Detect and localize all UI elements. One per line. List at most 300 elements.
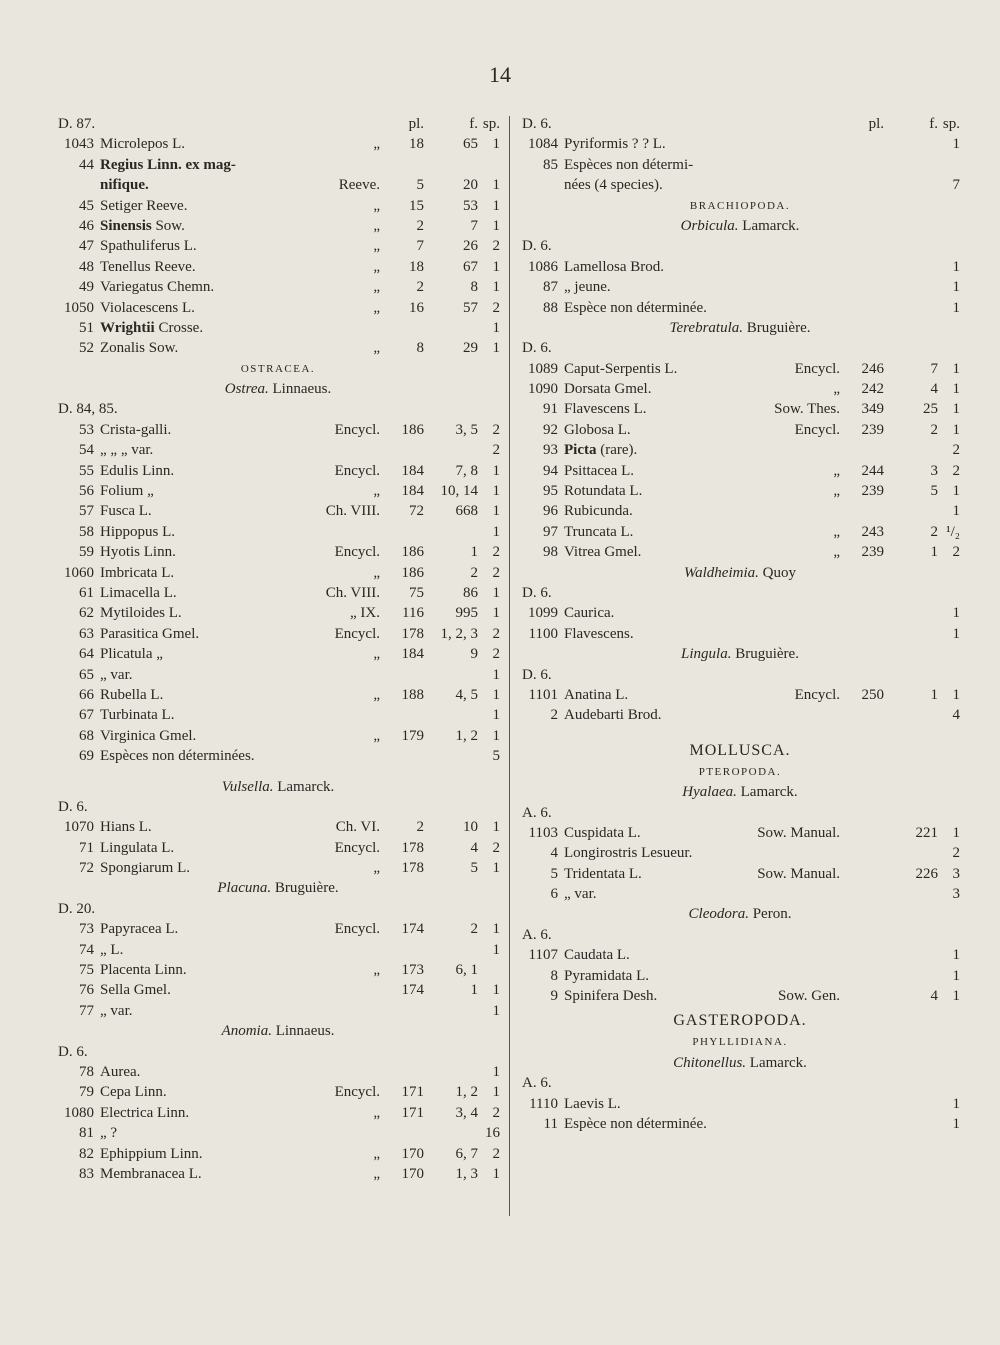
catalogue-entry	[56, 420, 500, 440]
specimen-count: 1	[952, 136, 960, 153]
section-heading: OSTRACEA.	[240, 362, 316, 375]
species-name-main: Cuspidata L.	[564, 824, 641, 841]
entry-number: 9	[550, 988, 558, 1005]
species-name-main: nifique.	[100, 177, 149, 194]
catalogue-entry	[520, 440, 960, 460]
species-name	[100, 960, 187, 980]
entry-number: 47	[79, 238, 94, 255]
species-name-main: Rubella L.	[100, 686, 164, 703]
specimen-count: 1	[952, 360, 960, 377]
reference-work: „	[833, 523, 840, 540]
plate-col-header: pl.	[868, 116, 884, 132]
species-name	[100, 583, 177, 603]
specimen-count: ¹/₂	[946, 523, 960, 540]
catalogue-entry	[56, 236, 500, 256]
specimen-count: 1	[952, 988, 960, 1005]
species-name	[100, 216, 185, 236]
species-name	[100, 338, 178, 358]
reference-work: Encycl.	[794, 360, 840, 377]
species-name	[100, 501, 152, 521]
plate-reference	[520, 583, 960, 603]
plate-value: 7	[416, 238, 424, 255]
species-name-main: Limacella L.	[100, 584, 177, 601]
plate-reference: D. 87.	[58, 116, 96, 132]
catalogue-entry	[520, 481, 960, 501]
figure-value: 3	[930, 462, 938, 479]
catalogue-entry	[56, 644, 500, 664]
specimen-count: 1	[492, 483, 500, 500]
species-name-main: „ ?	[100, 1125, 118, 1142]
specimen-count: 1	[492, 197, 500, 214]
specimen-count: 7	[952, 177, 960, 194]
catalogue-entry	[56, 817, 500, 837]
entry-number: 71	[79, 839, 94, 856]
column-header	[520, 114, 960, 134]
catalogue-entry	[56, 196, 500, 216]
specimen-count: 2	[492, 442, 500, 459]
catalogue-entry	[520, 1094, 960, 1114]
specimen-count: 2	[492, 625, 500, 642]
catalogue-entry	[56, 1082, 500, 1102]
species-name-main: Imbricata L.	[100, 564, 175, 581]
reference-work: Sow. Manual.	[757, 865, 840, 882]
species-name-main: Ephippium Linn.	[100, 1145, 203, 1162]
genus-heading	[56, 777, 500, 797]
species-name-main: Flavescens L.	[564, 401, 647, 418]
genus-name: Lingula.	[681, 646, 732, 663]
plate-reference	[520, 1073, 960, 1093]
catalogue-entry	[56, 685, 500, 705]
figure-col-header: f.	[929, 116, 938, 132]
species-name-main: Spongiarum L.	[100, 860, 190, 877]
species-name	[100, 624, 199, 644]
specimen-count: 1	[952, 299, 960, 316]
species-name-main: Plicatula „	[100, 646, 163, 663]
plate-reference-text: D. 20.	[58, 900, 96, 917]
catalogue-entry	[520, 542, 960, 562]
specimen-count: 2	[952, 442, 960, 459]
genus-author: Lamarck.	[273, 778, 335, 795]
genus-name: Ostrea.	[224, 381, 269, 398]
plate-reference	[520, 236, 960, 256]
figure-value: 995	[455, 605, 478, 622]
specimen-count: 3	[952, 886, 960, 903]
entry-number: 46	[79, 217, 94, 234]
species-name	[100, 665, 132, 685]
specimen-count: 1	[952, 824, 960, 841]
catalogue-entry	[56, 1144, 500, 1164]
catalogue-entry	[56, 563, 500, 583]
species-name-main: Fusca L.	[100, 503, 152, 520]
species-name-main: Caput-Serpentis L.	[564, 360, 678, 377]
species-name-main: Laevis L.	[564, 1095, 621, 1112]
genus-heading	[520, 1053, 960, 1073]
figure-value: 1	[930, 544, 938, 561]
entry-number: 8	[550, 967, 558, 984]
figure-value: 6, 1	[455, 962, 478, 979]
plate-value: 8	[416, 340, 424, 357]
plate-reference	[520, 665, 960, 685]
species-name-main: Hians L.	[100, 819, 152, 836]
catalogue-entry	[56, 583, 500, 603]
plate-value: 178	[401, 860, 424, 877]
species-name	[564, 481, 642, 501]
plate-value: 174	[401, 982, 424, 999]
figure-value: 10	[463, 819, 478, 836]
right-column	[520, 114, 960, 1134]
entry-number: 91	[543, 401, 558, 418]
species-name-main: Longirostris Lesueur.	[564, 845, 693, 862]
catalogue-entry	[56, 257, 500, 277]
entry-number: 1070	[64, 819, 94, 836]
species-name-main: Rotundata L.	[564, 483, 643, 500]
species-name-main: Turbinata L.	[100, 707, 175, 724]
species-name-main: Espèces non déterminées.	[100, 748, 255, 765]
plate-value: 239	[861, 421, 884, 438]
entry-number: 73	[79, 921, 94, 938]
entry-number: 77	[79, 1002, 94, 1019]
catalogue-entry	[56, 318, 500, 338]
species-name	[564, 399, 646, 419]
entry-number: 1110	[529, 1095, 558, 1112]
entry-number: 1084	[528, 136, 558, 153]
species-name	[100, 155, 236, 175]
figure-value: 29	[463, 340, 478, 357]
reference-work: „	[373, 217, 380, 234]
plate-reference-text: D. 6.	[522, 666, 552, 683]
species-name-main: Edulis Linn.	[100, 462, 175, 479]
species-name	[100, 318, 203, 338]
plate-reference	[520, 803, 960, 823]
plate-value: 178	[401, 625, 424, 642]
plate-reference-text: A. 6.	[522, 804, 552, 821]
plate-value: 243	[861, 523, 884, 540]
catalogue-entry	[56, 726, 500, 746]
specimen-count: 1	[492, 136, 500, 153]
figure-value: 86	[463, 584, 478, 601]
catalogue-entry	[56, 338, 500, 358]
species-name-main: Audebarti Brod.	[564, 707, 662, 724]
species-name-main: Espèce non déterminée.	[564, 299, 707, 316]
plate-value: 18	[409, 136, 424, 153]
genus-name: Waldheimia.	[684, 564, 759, 581]
catalogue-entry	[56, 175, 500, 195]
specimen-count: 1	[492, 982, 500, 999]
catalogue-entry	[520, 624, 960, 644]
entry-number: 85	[543, 156, 558, 173]
specimen-count: 2	[492, 839, 500, 856]
entry-number: 1100	[528, 625, 558, 642]
specimen-count: 2	[492, 238, 500, 255]
species-name-main: Lingulata L.	[100, 839, 175, 856]
specimen-count: 1	[492, 1063, 500, 1080]
entry-number: 56	[79, 483, 94, 500]
specimen-count: 1	[952, 967, 960, 984]
section-heading: MOLLUSCA.	[689, 741, 791, 759]
species-name	[564, 945, 630, 965]
entry-number: 87	[543, 279, 558, 296]
entry-number: 11	[543, 1115, 558, 1132]
species-name	[564, 420, 631, 440]
entry-number: 2	[550, 707, 558, 724]
specimen-count: 1	[952, 258, 960, 275]
plate-value: 72	[409, 503, 424, 520]
entry-number: 61	[79, 584, 94, 601]
entry-number: 48	[79, 258, 94, 275]
species-name	[100, 919, 178, 939]
specimen-count: 1	[492, 1084, 500, 1101]
species-name-main: Wrightii	[100, 319, 155, 336]
specimen-count: 2	[952, 462, 960, 479]
figure-value: 53	[463, 197, 478, 214]
specimen-count: 5	[492, 748, 500, 765]
species-name-main: „ var.	[564, 886, 597, 903]
catalogue-entry	[520, 603, 960, 623]
species-name-main: Hyotis Linn.	[100, 544, 176, 561]
reference-work: „	[373, 258, 380, 275]
species-name	[100, 440, 153, 460]
entry-number: 55	[79, 462, 94, 479]
plate-reference-text: A. 6.	[522, 926, 552, 943]
plate-value: 174	[401, 921, 424, 938]
catalogue-entry	[56, 746, 500, 766]
specimen-count: 1	[492, 666, 500, 683]
genus-heading	[520, 904, 960, 924]
specimen-count: 1	[952, 503, 960, 520]
specimen-count: 1	[492, 217, 500, 234]
specimen-count: 1	[492, 503, 500, 520]
reference-work: Encycl.	[334, 625, 380, 642]
figure-value: 2	[930, 523, 938, 540]
reference-work: „	[373, 238, 380, 255]
catalogue-entry	[520, 155, 960, 175]
genus-author: Peron.	[748, 906, 792, 923]
species-name-main: Anatina L.	[564, 686, 629, 703]
reference-work: Encycl.	[334, 462, 380, 479]
species-name	[100, 298, 195, 318]
entry-number: 69	[79, 748, 94, 765]
entry-number: 57	[79, 503, 94, 520]
catalogue-entry	[56, 1103, 500, 1123]
species-name	[100, 522, 175, 542]
entry-number: 62	[79, 605, 94, 622]
spacer	[56, 767, 500, 777]
entry-number: 4	[550, 845, 558, 862]
figure-value: 4	[470, 839, 478, 856]
figure-value: 20	[463, 177, 478, 194]
plate-value: 15	[409, 197, 424, 214]
species-name	[100, 420, 171, 440]
genus-author: Lamarck.	[746, 1054, 807, 1071]
species-name-main: Truncata L.	[564, 523, 634, 540]
specimen-count: 1	[492, 727, 500, 744]
entry-number: 1103	[528, 824, 558, 841]
catalogue-entry	[56, 277, 500, 297]
figure-value: 26	[463, 238, 478, 255]
species-name	[100, 1123, 117, 1143]
reference-work: „	[833, 381, 840, 398]
figure-col-header: f.	[469, 116, 478, 132]
genus-author: Bruguière.	[731, 646, 799, 663]
specimen-count: 1	[492, 819, 500, 836]
specimen-count: 1	[952, 947, 960, 964]
species-name	[564, 277, 611, 297]
plate-reference	[56, 899, 500, 919]
entry-number: 79	[79, 1084, 94, 1101]
entry-number: 82	[79, 1145, 94, 1162]
entry-number: 1089	[528, 360, 558, 377]
catalogue-entry	[56, 705, 500, 725]
plate-value: 349	[861, 401, 884, 418]
species-name-main: Zonalis Sow.	[100, 340, 179, 357]
genus-heading	[520, 216, 960, 236]
entry-number: 67	[79, 707, 94, 724]
entry-number: 92	[543, 421, 558, 438]
specimen-count: 1	[492, 177, 500, 194]
catalogue-entry	[56, 440, 500, 460]
species-name-main: „ var.	[100, 666, 133, 683]
entry-number: 76	[79, 982, 94, 999]
genus-author: Linnaeus.	[268, 381, 332, 398]
specimen-count: 3	[952, 865, 960, 882]
specimen-col-header: sp.	[942, 116, 960, 132]
specimen-count: 1	[492, 1002, 500, 1019]
plate-value: 179	[401, 727, 424, 744]
genus-name: Anomia.	[221, 1023, 272, 1040]
species-name-main: Setiger Reeve.	[100, 197, 188, 214]
entry-number: 51	[79, 319, 94, 336]
genus-name: Placuna.	[217, 880, 272, 897]
catalogue-entry	[520, 399, 960, 419]
specimen-count: 1	[952, 401, 960, 418]
catalogue-entry	[520, 359, 960, 379]
entry-number: 1086	[528, 258, 558, 275]
specimen-count: 2	[492, 421, 500, 438]
genus-name: Orbicula.	[680, 217, 739, 234]
catalogue-entry	[56, 838, 500, 858]
species-name	[100, 1001, 132, 1021]
section-heading: BRACHIOPODA.	[689, 199, 791, 212]
reference-work: „	[833, 462, 840, 479]
species-name	[564, 1114, 707, 1134]
left-column	[56, 114, 500, 1184]
plate-value: 171	[401, 1084, 424, 1101]
figure-value: 9	[470, 646, 478, 663]
species-name-main: Regius Linn. ex mag-	[100, 156, 236, 173]
catalogue-entry	[56, 522, 500, 542]
specimen-count: 2	[952, 845, 960, 862]
reference-work: „	[833, 544, 840, 561]
species-name	[100, 134, 185, 154]
species-name-main: „ L.	[100, 941, 124, 958]
reference-work: Sow. Manual.	[757, 824, 840, 841]
reference-work: „	[373, 1145, 380, 1162]
catalogue-entry	[56, 481, 500, 501]
reference-work: Encycl.	[334, 921, 380, 938]
plate-value: 186	[401, 421, 424, 438]
species-name	[100, 603, 182, 623]
species-name-main: Tridentata L.	[564, 865, 642, 882]
species-name-main: Sella Gmel.	[100, 982, 171, 999]
reference-work: Reeve.	[338, 177, 380, 194]
entry-number: 1080	[64, 1104, 94, 1121]
genus-author: Quoy	[758, 564, 796, 581]
genus-name: Hyalaea.	[682, 784, 737, 801]
species-name	[100, 726, 196, 746]
specimen-count: 2	[492, 1145, 500, 1162]
figure-value: 6, 7	[455, 1145, 478, 1162]
specimen-count: 1	[492, 707, 500, 724]
specimen-count: 1	[492, 605, 500, 622]
reference-work: Encycl.	[334, 421, 380, 438]
reference-work: „	[373, 860, 380, 877]
species-name	[100, 1164, 202, 1184]
species-name	[564, 257, 664, 277]
species-name-main: Psittacea L.	[564, 462, 634, 479]
species-name	[100, 196, 187, 216]
species-name	[100, 563, 174, 583]
section-heading: GASTEROPODA.	[673, 1012, 807, 1030]
figure-value: 1	[470, 544, 478, 561]
species-author: Crosse.	[154, 319, 204, 336]
entry-number: 64	[79, 646, 94, 663]
species-name	[564, 986, 657, 1006]
species-name-main: Microlepos L.	[100, 136, 185, 153]
species-name	[564, 461, 634, 481]
catalogue-entry	[520, 823, 960, 843]
specimen-count: 1	[492, 860, 500, 877]
specimen-count: 1	[952, 1115, 960, 1132]
species-name-main: Parasitica Gmel.	[100, 625, 200, 642]
species-name-main: Pyriformis ? ? L.	[564, 136, 666, 153]
species-name	[564, 823, 641, 843]
species-name-main: Electrica Linn.	[100, 1104, 190, 1121]
species-name-main: Dorsata Gmel.	[564, 381, 652, 398]
plate-value: 239	[861, 483, 884, 500]
entry-number: 65	[79, 666, 94, 683]
catalogue-entry	[520, 501, 960, 521]
species-name	[100, 685, 163, 705]
genus-author: Bruguière.	[271, 880, 339, 897]
plate-value: 75	[409, 584, 424, 601]
specimen-count: 1	[952, 686, 960, 703]
figure-value: 1, 2	[455, 727, 478, 744]
catalogue-entry	[56, 1001, 500, 1021]
catalogue-entry	[56, 980, 500, 1000]
plate-value: 250	[861, 686, 884, 703]
catalogue-entry	[56, 134, 500, 154]
figure-value: 25	[923, 401, 938, 418]
specimen-col-header: sp.	[482, 116, 500, 132]
species-name	[100, 1144, 203, 1164]
entry-number: 52	[79, 340, 94, 357]
catalogue-entry	[56, 624, 500, 644]
genus-heading	[520, 318, 960, 338]
plate-value: 242	[861, 381, 884, 398]
specimen-count: 1	[492, 319, 500, 336]
plate-value: 184	[401, 462, 424, 479]
species-name	[564, 966, 649, 986]
specimen-count: 1	[952, 1095, 960, 1112]
figure-value: 7, 8	[455, 462, 478, 479]
species-author: (rare).	[596, 442, 638, 459]
entry-number: 66	[79, 686, 94, 703]
species-name	[564, 1094, 621, 1114]
reference-work: Encycl.	[334, 839, 380, 856]
section-heading: PHYLLIDIANA.	[692, 1036, 788, 1049]
species-name	[100, 236, 197, 256]
plate-value: 170	[401, 1165, 424, 1182]
